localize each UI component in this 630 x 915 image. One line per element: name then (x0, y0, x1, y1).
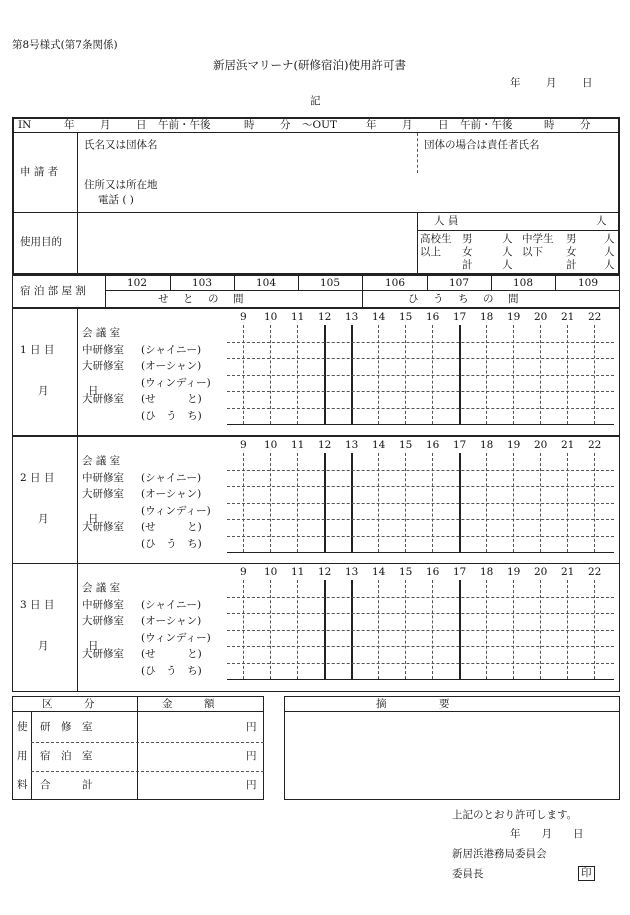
hour-label: 21 (561, 311, 575, 323)
ki-label: 記 (310, 95, 321, 107)
hour-label: 9 (240, 439, 247, 451)
hour-label: 14 (372, 439, 386, 451)
facility-room: (シャイニー) (141, 471, 202, 484)
rooms-label: 宿 泊 部 屋 割 (20, 285, 86, 297)
facility-name: 中研修室 (82, 343, 124, 356)
day-label: 1 日 目 (20, 344, 55, 356)
name-field[interactable] (84, 152, 414, 172)
hour-label: 20 (534, 311, 548, 323)
seto-room-group: せ と の 間 (158, 293, 246, 305)
hour-label: 14 (372, 566, 386, 578)
hour-label: 17 (453, 566, 467, 578)
out-label: 〜OUT (302, 119, 337, 131)
hour-label: 10 (264, 311, 278, 323)
chair-label: 委員長 (452, 868, 484, 880)
permit-date: 年 月 日 (510, 828, 584, 840)
schedule-row[interactable] (227, 391, 614, 408)
hour-label: 9 (240, 566, 247, 578)
in-label: IN (18, 119, 32, 131)
hour-label: 14 (372, 311, 386, 323)
day-label: 3 日 目 (20, 599, 55, 611)
facility-name: 会 議 室 (82, 455, 121, 467)
hour-label: 13 (345, 566, 359, 578)
hour-label: 17 (453, 439, 467, 451)
hour-label: 15 (399, 566, 413, 578)
rep-field[interactable] (420, 152, 618, 172)
facility-room: (ウィンディー) (141, 376, 211, 389)
schedule-row[interactable] (227, 486, 614, 503)
rep-label: 団体の場合は責任者氏名 (424, 139, 540, 151)
schedule-row[interactable] (227, 375, 614, 392)
hour-label: 12 (318, 439, 332, 451)
schedule-row[interactable] (227, 536, 614, 553)
hour-label: 15 (399, 311, 413, 323)
date-day: 日 (582, 77, 593, 89)
hiuchi-room-group: ひ う ち の 間 (408, 293, 521, 305)
hour-label: 12 (318, 566, 332, 578)
schedule-row[interactable] (227, 342, 614, 359)
facility-room: (シャイニー) (141, 598, 202, 611)
hour-label: 16 (426, 439, 440, 451)
hour-label: 16 (426, 566, 440, 578)
schedule-row[interactable] (227, 613, 614, 630)
schedule-row[interactable] (227, 519, 614, 536)
facility-room: (せ と) (141, 393, 202, 405)
remarks-label: 摘 要 (376, 698, 450, 710)
hour-label: 10 (264, 566, 278, 578)
permit-text: 上記のとおり許可します。 (452, 809, 578, 821)
schedule-row[interactable] (227, 646, 614, 663)
hour-label: 18 (480, 311, 494, 323)
purpose-label: 使用目的 (20, 236, 62, 248)
page-title: 新居浜マリーナ(研修宿泊)使用許可書 (213, 58, 406, 72)
facility-room: (せ と) (141, 521, 202, 533)
schedule-row[interactable] (227, 503, 614, 520)
schedule-row[interactable] (227, 597, 614, 614)
hour-label: 21 (561, 439, 575, 451)
purpose-field[interactable] (80, 215, 414, 273)
facility-name: 大研修室 (82, 360, 124, 372)
facility-name: 中研修室 (82, 598, 124, 611)
applicant-label: 申 請 者 (20, 166, 59, 178)
hour-label: 18 (480, 439, 494, 451)
day-date: 月 日 (38, 640, 117, 652)
date-month: 月 (546, 77, 557, 89)
hour-label: 12 (318, 311, 332, 323)
schedule-row[interactable] (227, 580, 614, 597)
hour-label: 20 (534, 566, 548, 578)
day-date: 月 日 (38, 385, 117, 397)
facility-room: (オーシャン) (141, 488, 202, 500)
facility-name: 大研修室 (82, 393, 124, 405)
facility-name: 中研修室 (82, 471, 124, 484)
day-label: 2 日 目 (20, 472, 55, 484)
hour-label: 9 (240, 311, 247, 323)
schedule-row[interactable] (227, 663, 614, 680)
facility-name: 会 議 室 (82, 582, 121, 594)
facility-name: 大研修室 (82, 488, 124, 500)
facility-name: 大研修室 (82, 648, 124, 660)
hour-label: 19 (507, 566, 521, 578)
facility-name: 会 議 室 (82, 327, 121, 339)
hour-label: 19 (507, 439, 521, 451)
hour-label: 11 (291, 439, 305, 451)
day-date: 月 日 (38, 513, 117, 525)
schedule-row[interactable] (227, 630, 614, 647)
hour-label: 13 (345, 311, 359, 323)
facility-room: (オーシャン) (141, 615, 202, 627)
facility-room: (ひ う ち) (141, 664, 202, 677)
seal-mark: 印 (578, 866, 595, 881)
hour-label: 15 (399, 439, 413, 451)
facility-room: (ウィンディー) (141, 504, 211, 517)
facility-room: (オーシャン) (141, 360, 202, 372)
hour-label: 22 (588, 566, 602, 578)
facility-name: 大研修室 (82, 615, 124, 627)
facility-room: (せ と) (141, 648, 202, 660)
hour-label: 18 (480, 566, 494, 578)
schedule-row[interactable] (227, 408, 614, 425)
facility-room: (ひ う ち) (141, 537, 202, 550)
hour-label: 11 (291, 311, 305, 323)
org-name: 新居浜港務局委員会 (452, 848, 547, 860)
facility-room: (ウィンディー) (141, 631, 211, 644)
address-label: 住所又は所在地 (84, 179, 158, 191)
date-year: 年 (510, 77, 521, 89)
hour-label: 10 (264, 439, 278, 451)
facility-name: 大研修室 (82, 521, 124, 533)
schedule-row[interactable] (227, 358, 614, 375)
hour-label: 19 (507, 311, 521, 323)
name-label: 氏名又は団体名 (84, 139, 158, 151)
facility-room: (ひ う ち) (141, 409, 202, 422)
hour-label: 17 (453, 311, 467, 323)
schedule-row[interactable] (227, 325, 614, 342)
hour-label: 16 (426, 311, 440, 323)
hour-label: 11 (291, 566, 305, 578)
hour-label: 13 (345, 439, 359, 451)
schedule-row[interactable] (227, 453, 614, 470)
hour-label: 22 (588, 311, 602, 323)
hour-label: 20 (534, 439, 548, 451)
schedule-row[interactable] (227, 470, 614, 487)
hour-label: 21 (561, 566, 575, 578)
hour-label: 22 (588, 439, 602, 451)
facility-room: (シャイニー) (141, 343, 202, 356)
phone-label: 電話 ( ) (98, 194, 134, 206)
form-number: 第8号様式(第7条関係) (12, 39, 118, 51)
